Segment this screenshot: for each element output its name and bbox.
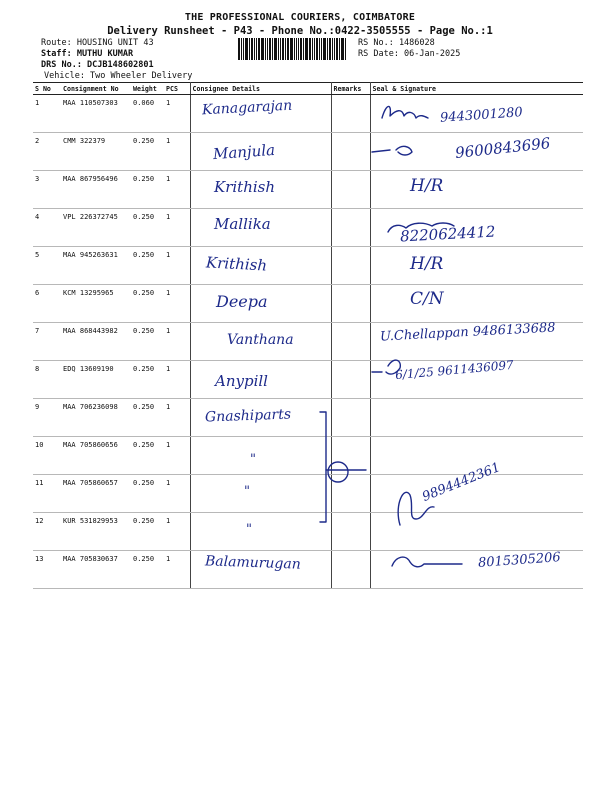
runsheet-title: Delivery Runsheet - P43 - Phone No.:0422-3505555 - Page No.:1 — [107, 25, 493, 37]
barcode-bar — [265, 38, 266, 60]
cell-sno: 5 — [33, 247, 61, 285]
barcode-bar — [274, 38, 277, 60]
handwritten-consignee: Manjula — [212, 140, 276, 164]
barcode-bar — [316, 38, 318, 60]
cell-remarks — [331, 209, 370, 247]
cell-signature — [370, 513, 583, 551]
handwritten-consignee: Gnashiparts — [204, 406, 292, 426]
barcode-bar — [285, 38, 286, 60]
handwritten-consignee: Krithish — [214, 178, 276, 196]
barcode-bar — [309, 38, 311, 60]
table-row — [33, 171, 583, 209]
cell-consignee — [190, 475, 331, 513]
cell-pcs: 1 — [164, 437, 190, 475]
cell-sno: 13 — [33, 551, 61, 589]
handwritten-signature: 9600843696 — [454, 134, 552, 162]
cell-sno: 7 — [33, 323, 61, 361]
cell-consignment: MAA 110507303 — [61, 95, 131, 133]
rs-number: RS No.: 1486028 — [358, 38, 435, 48]
cell-consignee — [190, 437, 331, 475]
route-info: Route: HOUSING UNIT 43 — [41, 38, 154, 48]
handwritten-consignee: Deepa — [216, 292, 268, 311]
barcode-bar — [314, 38, 315, 60]
cell-consignment: MAA 705860657 — [61, 475, 131, 513]
barcode-bar — [238, 38, 240, 60]
cell-pcs: 1 — [164, 323, 190, 361]
cell-remarks — [331, 399, 370, 437]
handwritten-ditto: " — [250, 452, 256, 467]
cell-remarks — [331, 133, 370, 171]
col-header-weight: Weight — [131, 83, 164, 95]
cell-weight: 0.250 — [131, 247, 164, 285]
cell-consignment: EDQ 13609190 — [61, 361, 131, 399]
barcode-bar — [245, 38, 248, 60]
cell-remarks — [331, 551, 370, 589]
cell-weight: 0.250 — [131, 323, 164, 361]
barcode-bar — [323, 38, 326, 60]
barcode-bar — [341, 38, 344, 60]
handwritten-signature: H/R — [410, 176, 444, 196]
drs-info: DRS No.: DCJB148602801 — [41, 60, 154, 70]
cell-sno: 4 — [33, 209, 61, 247]
barcode-bar — [329, 38, 331, 60]
handwritten-signature: H/R — [410, 254, 444, 274]
col-header-remarks: Remarks — [331, 83, 370, 95]
cell-consignment: KUR 531829953 — [61, 513, 131, 551]
cell-consignment: KCM 13295965 — [61, 285, 131, 323]
handwritten-signature: 9894442361 — [420, 460, 503, 505]
cell-sno: 2 — [33, 133, 61, 171]
barcode-bar — [241, 38, 242, 60]
cell-signature — [370, 171, 583, 209]
barcode-bar — [339, 38, 340, 60]
cell-remarks — [331, 285, 370, 323]
table-header-row — [33, 83, 583, 95]
cell-weight: 0.250 — [131, 361, 164, 399]
barcode-bar — [336, 38, 338, 60]
table-row — [33, 513, 583, 551]
cell-weight: 0.250 — [131, 399, 164, 437]
cell-sno: 10 — [33, 437, 61, 475]
handwritten-signature: 9443001280 — [439, 105, 524, 126]
barcode-bar — [278, 38, 279, 60]
barcode-bar — [327, 38, 328, 60]
cell-pcs: 1 — [164, 551, 190, 589]
handwritten-signature: 6/1/25 9611436097 — [394, 357, 515, 383]
barcode — [238, 38, 354, 60]
barcode-bar — [300, 38, 302, 60]
cell-consignment: MAA 706236098 — [61, 399, 131, 437]
handwritten-consignee: Kanagarajan — [201, 97, 293, 119]
barcode-bar — [303, 38, 304, 60]
handwritten-consignee: Anypill — [215, 372, 268, 390]
cell-consignment: MAA 868443982 — [61, 323, 131, 361]
cell-consignee — [190, 513, 331, 551]
table-row — [33, 209, 583, 247]
cell-consignment: MAA 945263631 — [61, 247, 131, 285]
staff-info: Staff: MUTHU KUMAR — [41, 49, 134, 59]
cell-pcs: 1 — [164, 133, 190, 171]
cell-weight: 0.060 — [131, 95, 164, 133]
handwritten-consignee: Krithish — [205, 253, 268, 275]
cell-pcs: 1 — [164, 285, 190, 323]
barcode-bar — [282, 38, 284, 60]
barcode-bar — [287, 38, 289, 60]
handwritten-signature: 8220624412 — [399, 222, 496, 246]
cell-pcs: 1 — [164, 399, 190, 437]
barcode-bar — [294, 38, 295, 60]
cell-remarks — [331, 361, 370, 399]
handwritten-signature: C/N — [410, 289, 444, 309]
table-row — [33, 399, 583, 437]
barcode-bar — [296, 38, 297, 60]
cell-consignment: VPL 226372745 — [61, 209, 131, 247]
table-row — [33, 247, 583, 285]
vehicle-info: Vehicle: Two Wheeler Delivery — [44, 71, 193, 81]
cell-remarks — [331, 247, 370, 285]
handwritten-ditto: " — [244, 484, 250, 499]
cell-weight: 0.250 — [131, 475, 164, 513]
cell-consignment: MAA 705830637 — [61, 551, 131, 589]
barcode-bar — [269, 38, 271, 60]
cell-remarks — [331, 437, 370, 475]
col-header-consignment: Consignment No — [61, 83, 131, 95]
handwritten-consignee: Vanthana — [227, 332, 294, 348]
col-header-sno: S No — [33, 83, 61, 95]
cell-weight: 0.250 — [131, 209, 164, 247]
barcode-bar — [267, 38, 268, 60]
handwritten-consignee: Balamurugan — [204, 553, 302, 573]
cell-signature — [370, 247, 583, 285]
cell-sno: 11 — [33, 475, 61, 513]
col-header-consignee: Consignee Details — [190, 83, 331, 95]
barcode-bar — [305, 38, 308, 60]
cell-remarks — [331, 475, 370, 513]
cell-pcs: 1 — [164, 475, 190, 513]
barcode-bar — [280, 38, 281, 60]
cell-remarks — [331, 513, 370, 551]
barcode-bar — [312, 38, 313, 60]
handwritten-ditto: " — [246, 522, 252, 537]
cell-sno: 12 — [33, 513, 61, 551]
cell-pcs: 1 — [164, 361, 190, 399]
cell-sno: 9 — [33, 399, 61, 437]
cell-signature — [370, 399, 583, 437]
barcode-bar — [272, 38, 273, 60]
barcode-bar — [243, 38, 244, 60]
cell-weight: 0.250 — [131, 133, 164, 171]
handwritten-signature: U.Chellappan 9486133688 — [379, 320, 556, 345]
barcode-bar — [290, 38, 293, 60]
barcode-bar — [298, 38, 299, 60]
cell-pcs: 1 — [164, 247, 190, 285]
barcode-bar — [254, 38, 255, 60]
handwritten-consignee: Mallika — [214, 215, 271, 233]
barcode-bar — [321, 38, 322, 60]
handwritten-signature: 8015305206 — [477, 550, 562, 571]
barcode-bar — [256, 38, 257, 60]
cell-sno: 3 — [33, 171, 61, 209]
barcode-bar — [334, 38, 335, 60]
barcode-bar — [261, 38, 264, 60]
cell-consignment: MAA 867956496 — [61, 171, 131, 209]
cell-remarks — [331, 171, 370, 209]
cell-pcs: 1 — [164, 209, 190, 247]
cell-weight: 0.250 — [131, 513, 164, 551]
cell-sno: 8 — [33, 361, 61, 399]
rs-date: RS Date: 06-Jan-2025 — [358, 49, 461, 59]
cell-pcs: 1 — [164, 171, 190, 209]
cell-sno: 6 — [33, 285, 61, 323]
barcode-bar — [249, 38, 250, 60]
cell-signature — [370, 285, 583, 323]
col-header-pcs: PCS — [164, 83, 190, 95]
cell-pcs: 1 — [164, 513, 190, 551]
barcode-bar — [332, 38, 333, 60]
barcode-bar — [258, 38, 260, 60]
col-header-signature: Seal & Signature — [370, 83, 583, 95]
table-row — [33, 475, 583, 513]
cell-pcs: 1 — [164, 95, 190, 133]
company-name: THE PROFESSIONAL COURIERS, COIMBATORE — [184, 12, 416, 23]
cell-consignment: CMM 322379 — [61, 133, 131, 171]
cell-sno: 1 — [33, 95, 61, 133]
cell-remarks — [331, 95, 370, 133]
cell-consignment: MAA 705860656 — [61, 437, 131, 475]
barcode-bar — [251, 38, 253, 60]
cell-weight: 0.250 — [131, 171, 164, 209]
table-row — [33, 285, 583, 323]
cell-weight: 0.250 — [131, 551, 164, 589]
barcode-bar — [345, 38, 346, 60]
barcode-bar — [319, 38, 320, 60]
cell-weight: 0.250 — [131, 285, 164, 323]
cell-weight: 0.250 — [131, 437, 164, 475]
cell-remarks — [331, 323, 370, 361]
